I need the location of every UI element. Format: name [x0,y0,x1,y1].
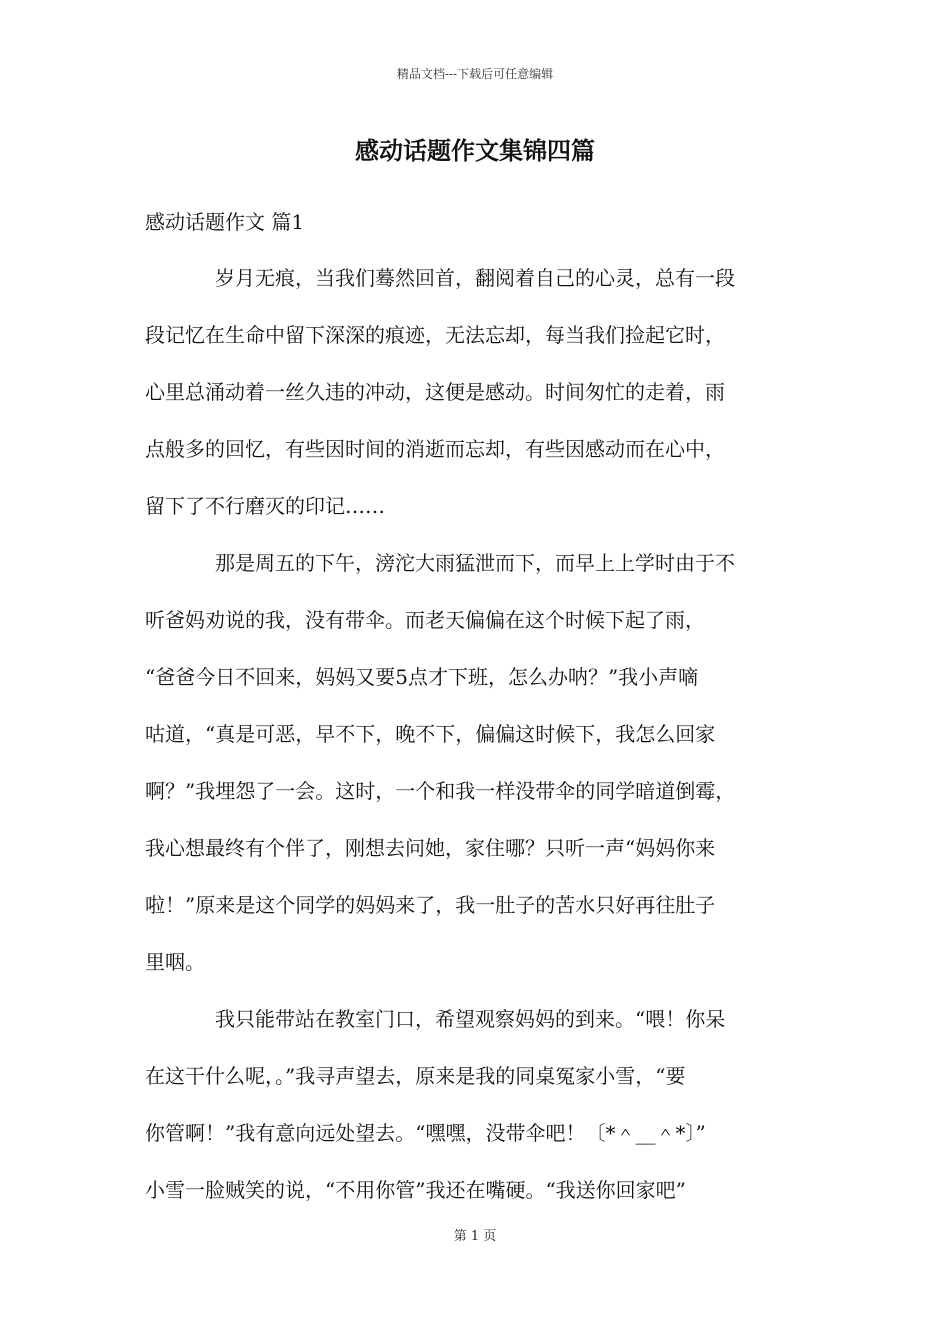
text-line: 那是周五的下午，滂沱大雨猛泄而下，而早上上学时由于不 [215,551,735,575]
text-line: 听爸妈劝说的我，没有带伞。而老天偏偏在这个时候下起了雨， [145,608,705,632]
text-line: 留下了不行磨灭的印记…… [145,494,385,518]
text-line: 点般多的回忆，有些因时间的消逝而忘却，有些因感动而在心中， [145,437,725,461]
text-line: 在这干什么呢，。”我寻声望去，原来是我的同桌冤家小雪，“要 [145,1064,686,1088]
text-line: 我只能带站在教室门口，希望观察妈妈的到来。“喂！你呆 [215,1007,726,1031]
text-line: 心里总涌动着一丝久违的冲动，这便是感动。时间匆忙的走着，雨 [145,380,725,404]
text-line: 啦！”原来是这个同学的妈妈来了，我一肚子的苦水只好再往肚子 [145,893,716,917]
text-line: 小雪一脸贼笑的说，“不用你管”我还在嘴硬。“我送你回家吧” [145,1178,686,1202]
text-line: 你管啊！”我有意向远处望去。“嘿嘿，没带伞吧！〔*＾__＾*〕” [145,1121,706,1145]
text-line: 里咽。 [145,950,205,974]
text-line: 啊？”我埋怨了一会。这时，一个和我一样没带伞的同学暗道倒霉， [145,779,736,803]
section-heading: 感动话题作文 篇1 [145,210,305,234]
text-line: 咕道，“真是可恶，早不下，晚不下，偏偏这时候下，我怎么回家 [145,722,716,746]
text-line: 我心想最终有个伴了，刚想去问她，家住哪？只听一声“妈妈你来 [145,836,716,860]
page-number: 第 1 页 [453,1229,497,1244]
text-line: 段记忆在生命中留下深深的痕迹，无法忘却，每当我们捡起它时， [145,323,725,347]
text-line: 岁月无痕，当我们蓦然回首，翻阅着自己的心灵，总有一段 [215,266,735,290]
document-title: 感动话题作文集锦四篇 [355,136,595,165]
text-line: “爸爸今日不回来，妈妈又要5点才下班，怎么办呐？”我小声嘀 [145,665,699,689]
page-header: 精品文档---下载后可任意编辑 [396,67,554,81]
